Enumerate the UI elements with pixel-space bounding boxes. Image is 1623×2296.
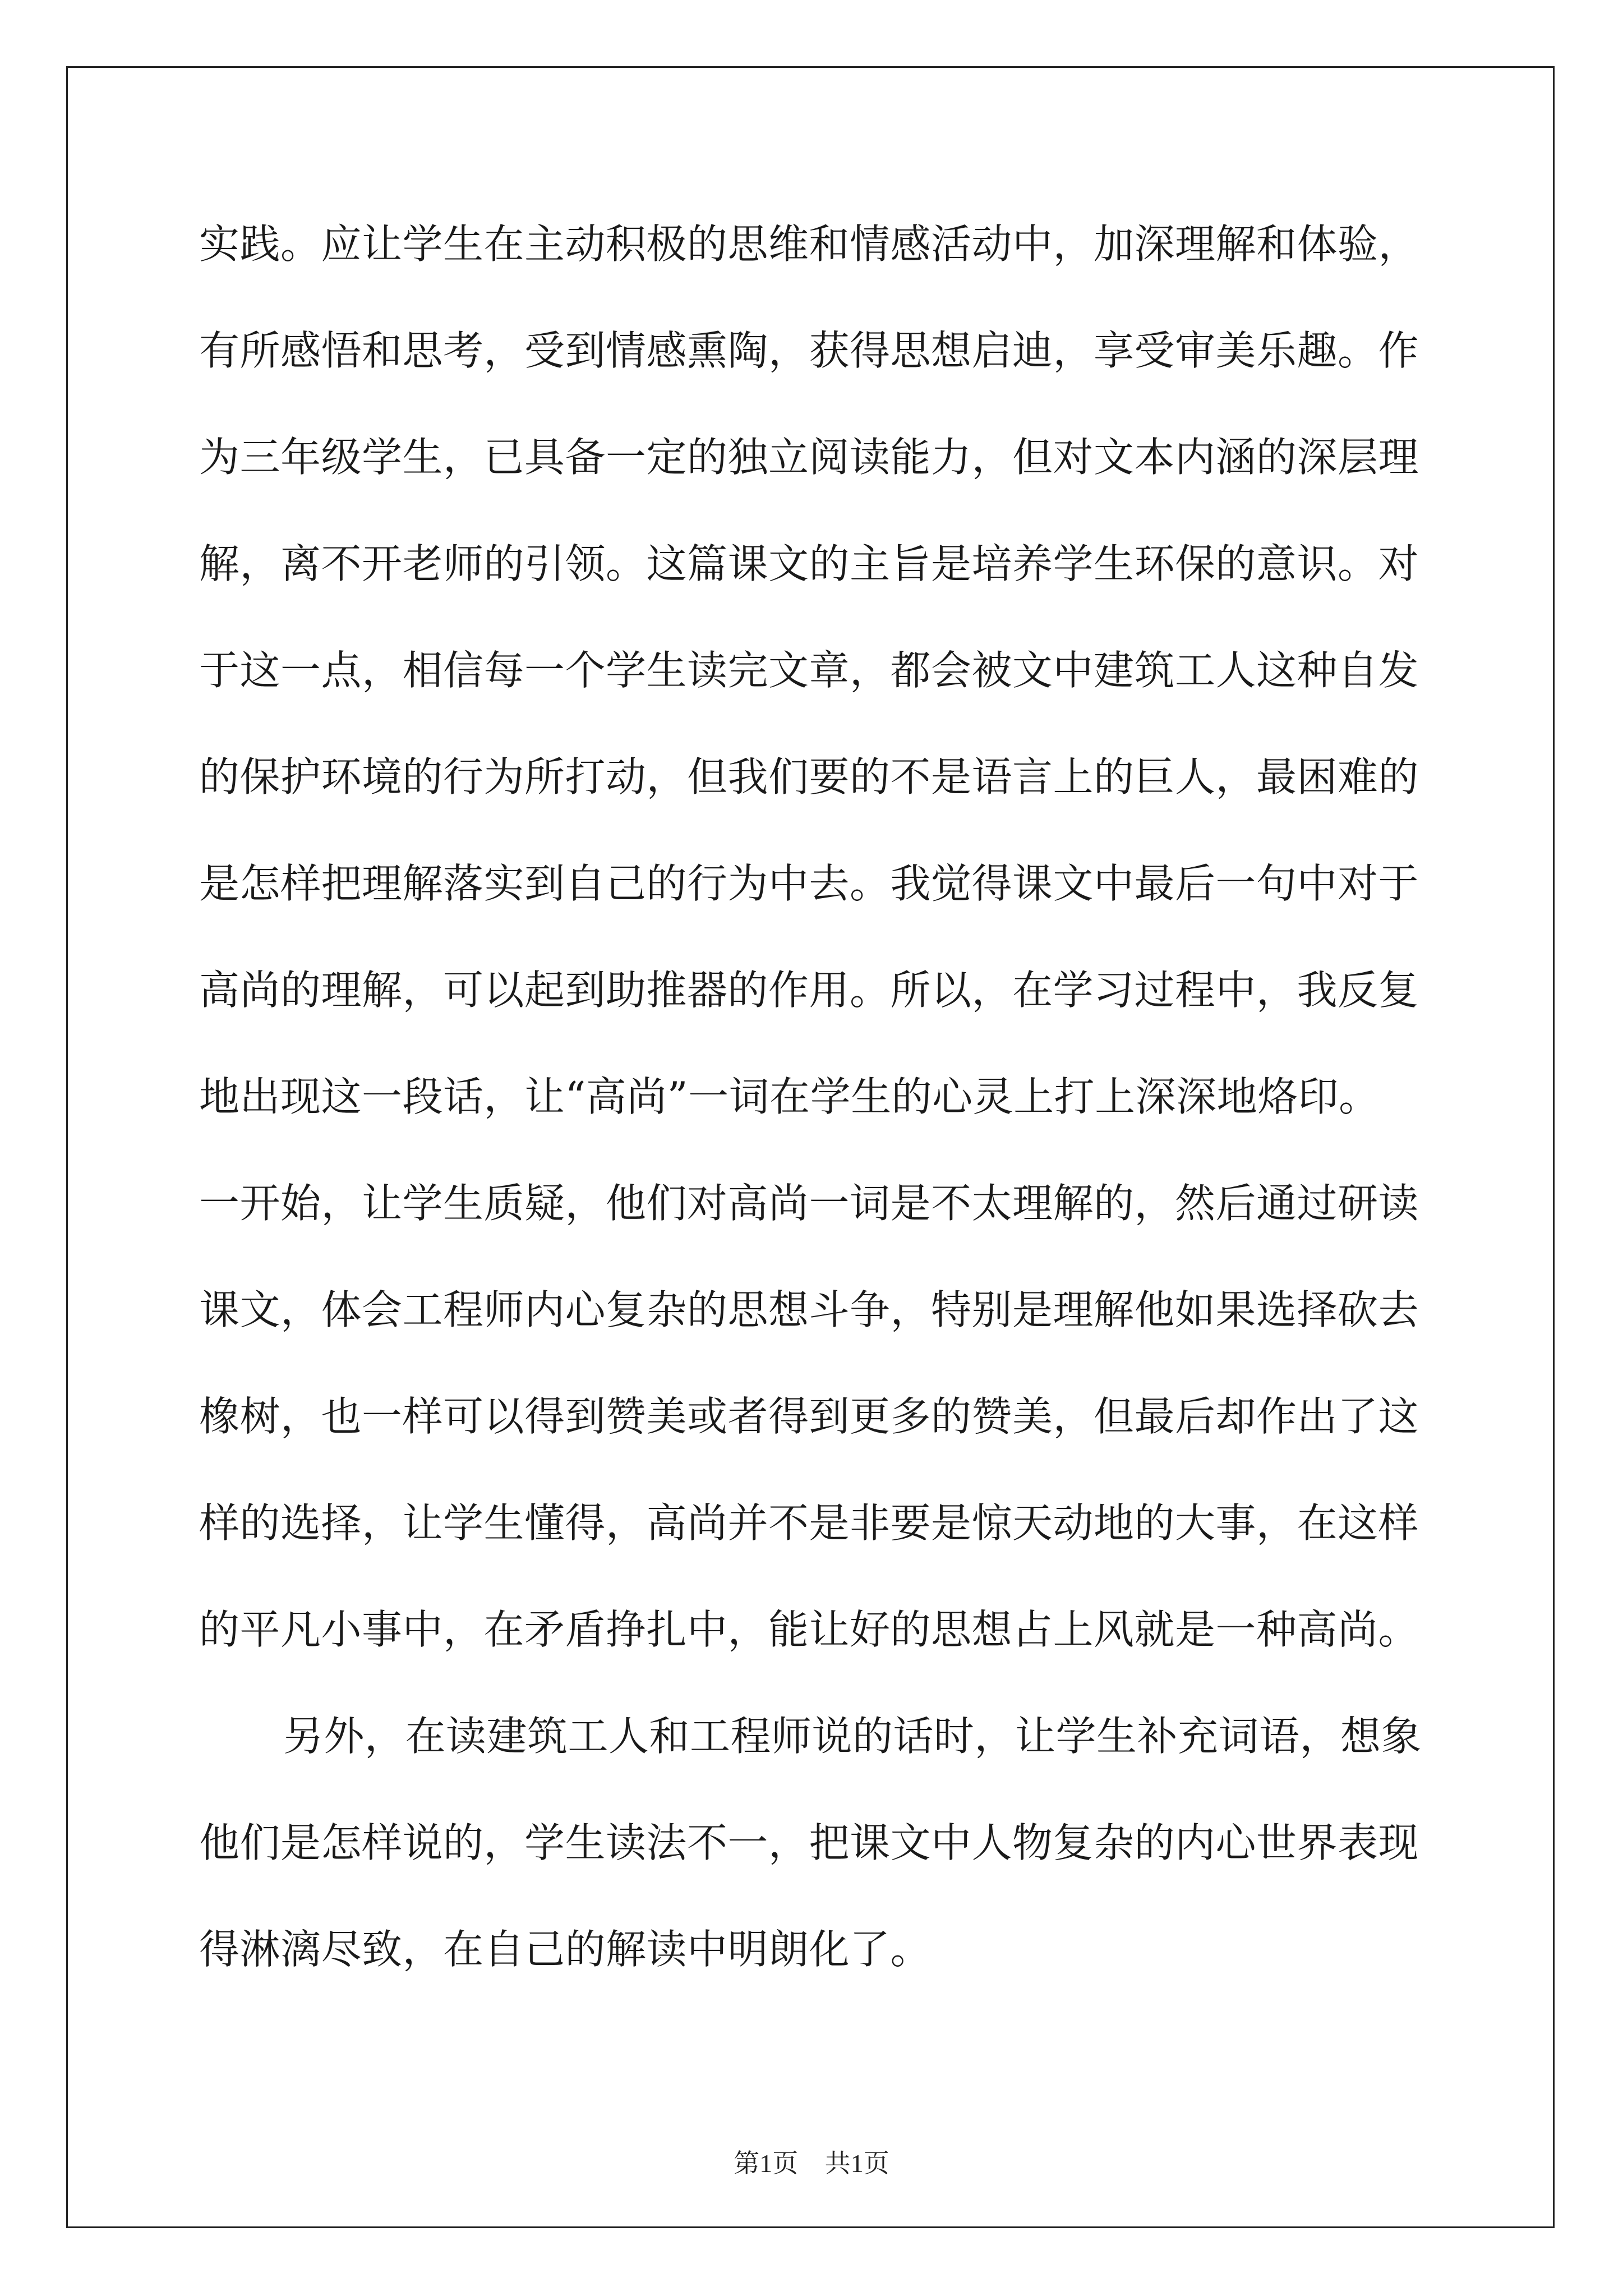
text-line: 一开始，让学生质疑，他们对高尚一词是不太理解的，然后通过研读 — [199, 1180, 1419, 1227]
page-number: 第1页 — [734, 2149, 799, 2178]
page-footer — [0, 2143, 1623, 2180]
text-line: 解，离不开老师的引领。这篇课文的主旨是培养学生环保的意识。对 — [199, 540, 1419, 587]
text-line: 他们是怎样说的，学生读法不一，把课文中人物复杂的内心世界表现 — [199, 1819, 1419, 1866]
text-line: 地出现这一段话，让“高尚”一词在学生的心灵上打上深深地烙印。 — [199, 1073, 1380, 1120]
text-line: 有所感悟和思考，受到情感熏陶，获得思想启迪，享受审美乐趣。作 — [199, 327, 1419, 374]
text-line: 样的选择，让学生懂得，高尚并不是非要是惊天动地的大事，在这样 — [199, 1499, 1419, 1547]
page-total: 共1页 — [824, 2149, 889, 2178]
text-line: 于这一点，相信每一个学生读完文章，都会被文中建筑工人这种自发 — [199, 647, 1419, 694]
text-line: 实践。应让学生在主动积极的思维和情感活动中，加深理解和体验， — [199, 220, 1419, 268]
text-line: 是怎样把理解落实到自己的行为中去。我觉得课文中最后一句中对于 — [199, 860, 1419, 907]
text-line: 得淋漓尽致，在自己的解读中明朗化了。 — [199, 1926, 932, 1973]
text-line: 课文，体会工程师内心复杂的思想斗争，特别是理解他如果选择砍去 — [199, 1286, 1419, 1333]
text-line: 为三年级学生，已具备一定的独立阅读能力，但对文本内涵的深层理 — [199, 434, 1419, 481]
document-body — [199, 216, 1427, 2028]
text-line: 的保护环境的行为所打动，但我们要的不是语言上的巨人，最困难的 — [199, 753, 1419, 800]
text-line: 橡树，也一样可以得到赞美或者得到更多的赞美，但最后却作出了这 — [199, 1393, 1419, 1440]
paragraph-start-line: 另外，在读建筑工人和工程师说的话时，让学生补充词语，想象 — [283, 1713, 1422, 1760]
text-line: 的平凡小事中，在矛盾挣扎中，能让好的思想占上风就是一种高尚。 — [199, 1606, 1419, 1653]
text-line: 高尚的理解，可以起到助推器的作用。所以，在学习过程中，我反复 — [199, 967, 1419, 1014]
